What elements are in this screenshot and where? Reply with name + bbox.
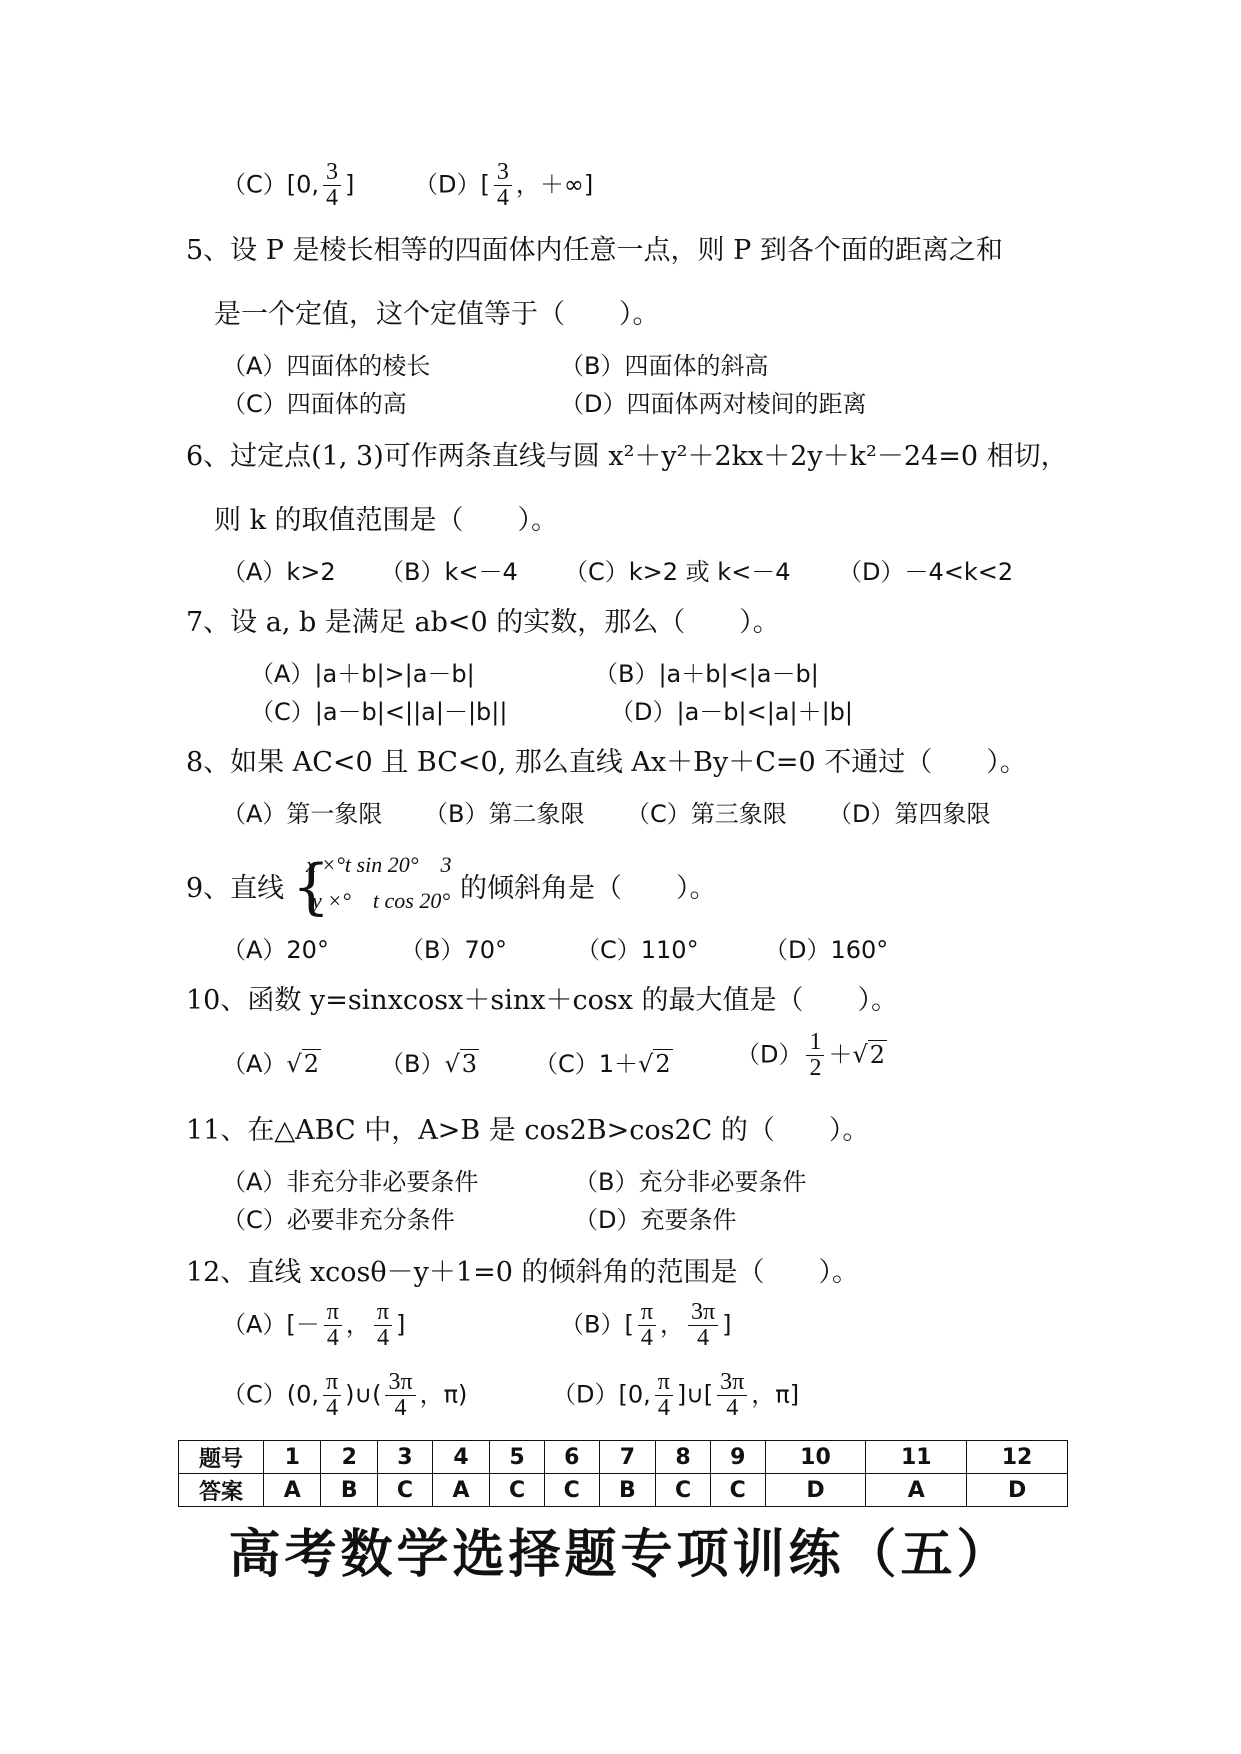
answer-table-number-header: 题号 bbox=[179, 1441, 264, 1474]
q5-option-a: （A）四面体的棱长 bbox=[222, 352, 431, 380]
q10-option-b-sqrt: √3 bbox=[444, 1050, 478, 1078]
answer-cell: B bbox=[599, 1474, 656, 1507]
q8-option-b: （B）第二象限 bbox=[424, 800, 585, 828]
q12-option-c: （C）(0, $\frac{\pi}{4}$ )∪( $\frac{3\pi}{4}$ ，π) bbox=[222, 1369, 468, 1422]
q11-stem: 11、在△ABC 中，A>B 是 cos2B>cos2C 的（ ）。 bbox=[186, 1115, 870, 1146]
q9-stem-suffix: 的倾斜角是（ ）。 bbox=[460, 873, 717, 904]
q12-option-b-frac2: $\frac{3\pi}{4}$ bbox=[688, 1300, 718, 1351]
q8-option-a: （A）第一象限 bbox=[222, 800, 383, 828]
q6-stem-line2: 则 k 的取值范围是（ ）。 bbox=[214, 505, 559, 536]
q12-option-d-frac1: $\frac{\pi}{4}$ bbox=[655, 1370, 673, 1421]
q4-option-d-frac: $\frac{3}{4}$ bbox=[494, 160, 512, 211]
answer-cell: A bbox=[432, 1474, 489, 1507]
q9-system-brace: { bbox=[292, 852, 331, 922]
q12-option-b: （B）[ $\frac{\pi}{4}$ ， $\frac{3\pi}{4}$ ] bbox=[560, 1299, 732, 1352]
question-number-cell: 4 bbox=[432, 1441, 489, 1474]
q7-option-b: （B）|a＋b|<|a－b| bbox=[594, 660, 819, 688]
q12-option-a: （A）[－ $\frac{\pi}{4}$ ， $\frac{\pi}{4}$ ] bbox=[222, 1299, 406, 1352]
q6-option-d: （D）－4<k<2 bbox=[838, 558, 1014, 586]
question-number-cell: 7 bbox=[599, 1441, 656, 1474]
answer-cell: D bbox=[967, 1474, 1068, 1507]
q6-option-b: （B）k<－4 bbox=[380, 558, 518, 586]
q5-stem-line1: 5、设 P 是棱长相等的四面体内任意一点，则 P 到各个面的距离之和 bbox=[186, 235, 1003, 266]
q4-option-d: （D）[ $\frac{3}{4}$ ，＋∞] bbox=[414, 159, 594, 212]
q9-option-a: （A）20° bbox=[222, 936, 329, 964]
question-number-cell: 2 bbox=[321, 1441, 378, 1474]
q7-option-c: （C）|a－b|<||a|－|b|| bbox=[250, 698, 508, 726]
q10-option-a: （A）√2 bbox=[222, 1050, 319, 1078]
q9-option-b: （B）70° bbox=[400, 936, 508, 964]
q12-option-b-frac1: $\frac{\pi}{4}$ bbox=[638, 1300, 656, 1351]
q11-option-b: （B）充分非必要条件 bbox=[574, 1168, 807, 1196]
q10-option-c-sqrt: √2 bbox=[638, 1050, 671, 1078]
q9-system-eq2: y ×° t cos 20° bbox=[312, 888, 451, 913]
q10-option-b: （B）√3 bbox=[380, 1050, 478, 1078]
q10-option-a-sqrt: √2 bbox=[286, 1050, 319, 1078]
answer-table-number-row bbox=[179, 1441, 1068, 1474]
q6-stem-line1: 6、过定点(1, 3)可作两条直线与圆 x²＋y²＋2kx＋2y＋k²－24=0 相切， bbox=[186, 441, 1068, 472]
q11-option-d: （D）充要条件 bbox=[574, 1206, 737, 1234]
answer-cell: C bbox=[656, 1474, 711, 1507]
question-number-cell: 6 bbox=[544, 1441, 599, 1474]
question-number-cell: 8 bbox=[656, 1441, 711, 1474]
q10-option-d: （D） $\frac{1}{2}$ ＋√2 bbox=[736, 1029, 886, 1082]
q9-option-d: （D）160° bbox=[764, 936, 889, 964]
q10-stem: 10、函数 y=sinxcosx＋sinx＋cosx 的最大值是（ ）。 bbox=[186, 985, 899, 1016]
q6-option-c: （C）k>2 或 k<－4 bbox=[564, 558, 791, 586]
q5-option-d: （D）四面体两对棱间的距离 bbox=[560, 390, 867, 418]
q8-option-d: （D）第四象限 bbox=[828, 800, 991, 828]
q12-option-a-frac2: $\frac{\pi}{4}$ bbox=[374, 1300, 392, 1351]
q4-option-c-label: （C）[0, bbox=[222, 170, 320, 199]
answer-cell: A bbox=[866, 1474, 967, 1507]
q9-option-c: （C）110° bbox=[576, 936, 699, 964]
q10-option-d-sqrt: √2 bbox=[852, 1040, 886, 1069]
answer-table bbox=[178, 1440, 1068, 1507]
q12-option-c-frac2: $\frac{3\pi}{4}$ bbox=[385, 1370, 415, 1421]
q10-option-d-frac: $\frac{1}{2}$ bbox=[806, 1030, 824, 1081]
q11-option-c: （C）必要非充分条件 bbox=[222, 1206, 455, 1234]
q9-stem-prefix: 9、直线 bbox=[186, 873, 285, 904]
q8-stem: 8、如果 AC<0 且 BC<0, 那么直线 Ax＋By＋C=0 不通过（ ）。 bbox=[186, 747, 1027, 778]
question-number-cell: 12 bbox=[967, 1441, 1068, 1474]
question-number-cell: 5 bbox=[490, 1441, 545, 1474]
q12-option-c-frac1: $\frac{\pi}{4}$ bbox=[323, 1370, 341, 1421]
question-number-cell: 3 bbox=[378, 1441, 433, 1474]
q12-option-d: （D）[0, $\frac{\pi}{4}$ ]∪[ $\frac{3\pi}{4}$ ，π] bbox=[552, 1369, 800, 1422]
question-number-cell: 9 bbox=[710, 1441, 765, 1474]
answer-cell: C bbox=[490, 1474, 545, 1507]
q5-option-b: （B）四面体的斜高 bbox=[560, 352, 769, 380]
answer-cell: B bbox=[321, 1474, 378, 1507]
q7-option-d: （D）|a－b|<|a|＋|b| bbox=[610, 698, 853, 726]
q6-option-a: （A）k>2 bbox=[222, 558, 336, 586]
q4-option-c-frac: $\frac{3}{4}$ bbox=[323, 160, 341, 211]
answer-cell: A bbox=[264, 1474, 321, 1507]
q12-option-d-frac2: $\frac{3\pi}{4}$ bbox=[717, 1370, 747, 1421]
page-title: 高考数学选择题专项训练（五） bbox=[228, 1525, 1013, 1585]
q9-system-eq1: x ×°t sin 20° 3 bbox=[306, 852, 452, 877]
answer-cell: D bbox=[765, 1474, 866, 1507]
q12-stem: 12、直线 xcosθ－y＋1=0 的倾斜角的范围是（ ）。 bbox=[186, 1257, 859, 1288]
question-number-cell: 1 bbox=[264, 1441, 321, 1474]
q4-option-d-label: （D）[ bbox=[414, 170, 490, 199]
question-number-cell: 11 bbox=[866, 1441, 967, 1474]
q5-option-c: （C）四面体的高 bbox=[222, 390, 407, 418]
q7-stem: 7、设 a, b 是满足 ab<0 的实数，那么（ ）。 bbox=[186, 607, 780, 638]
answer-cell: C bbox=[710, 1474, 765, 1507]
q7-option-a: （A）|a＋b|>|a－b| bbox=[250, 660, 475, 688]
q11-option-a: （A）非充分非必要条件 bbox=[222, 1168, 479, 1196]
question-number-cell: 10 bbox=[765, 1441, 866, 1474]
q5-stem-line2: 是一个定值，这个定值等于（ ）。 bbox=[214, 299, 660, 330]
answer-cell: C bbox=[378, 1474, 433, 1507]
q12-option-a-frac1: $\frac{\pi}{4}$ bbox=[324, 1300, 342, 1351]
q10-option-c: （C）1＋√2 bbox=[534, 1050, 671, 1078]
q4-option-c: （C）[0, $\frac{3}{4}$ ] bbox=[222, 159, 355, 212]
answer-table-answer-row bbox=[179, 1474, 1068, 1507]
answer-cell: C bbox=[544, 1474, 599, 1507]
answer-table-answer-header: 答案 bbox=[179, 1474, 264, 1507]
q8-option-c: （C）第三象限 bbox=[626, 800, 787, 828]
